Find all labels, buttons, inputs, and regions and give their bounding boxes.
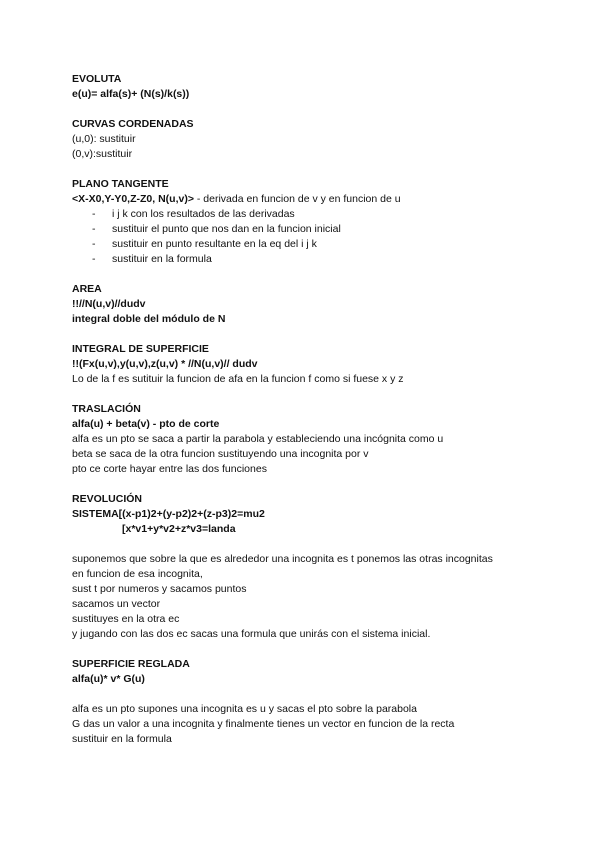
formula-note: integral doble del módulo de N [72,313,226,325]
text-line: en funcion de esa incognita, [72,568,203,580]
text-line: pto ce corte hayar entre las dos funciones [72,463,267,475]
list-item: - sustituir en la formula [92,253,212,265]
text-line: beta se saca de la otra funcion sustituyendo una incognita por v [72,448,369,460]
formula: SISTEMA[(x-p1)2+(y-p2)2+(z-p3)2=mu2 [72,508,265,520]
formula: !!//N(u,v)//dudv [72,298,146,310]
section-title: SUPERFICIE REGLADA [72,658,190,670]
text-line: suponemos que sobre la que es alrededor una incognita es t ponemos las otras incognitas [72,553,493,565]
formula: alfa(u)* v* G(u) [72,673,145,685]
section-title: PLANO TANGENTE [72,178,169,190]
section-traslacion [72,402,542,477]
section-title: INTEGRAL DE SUPERFICIE [72,343,209,355]
text-line: sustituyes en la otra ec [72,613,180,625]
text-line: (u,0): sustituir [72,133,136,145]
section-superficie-reglada [72,657,542,747]
list-item-text: sustituir en la formula [112,253,212,265]
text-line: alfa es un pto se saca a partir la parabola y estableciendo una incógnita como u [72,433,444,445]
text-line: y jugando con las dos ec sacas una formula que unirás con el sistema inicial. [72,628,431,640]
formula-line [72,192,542,207]
formula: e(u)= alfa(s)+ (N(s)/k(s)) [72,88,190,100]
text-line: alfa es un pto supones una incognita es u y sacas el pto sobre la parabola [72,703,417,715]
text-line: (0,v):sustituir [72,148,133,160]
list-item-text: sustituir en punto resultante en la eq del i j k [112,238,317,250]
formula: [x*v1+y*v2+z*v3=landa [122,523,236,535]
section-title: REVOLUCIÓN [72,493,143,505]
list-item-text: i j k con los resultados de las derivadas [112,208,295,220]
formula: alfa(u) + beta(v) - pto de corte [72,418,220,430]
section-evoluta [72,72,542,102]
document-page [72,72,542,747]
text-line: G das un valor a una incognita y finalmente tienes un vector en funcion de la recta [72,718,455,730]
section-title: CURVAS CORDENADAS [72,118,194,130]
section-area [72,282,542,327]
formula-note: - derivada en funcion de v y en funcion de u [193,193,401,205]
text-line: sust t por numeros y sacamos puntos [72,583,247,595]
bullet-list [72,207,542,267]
section-integral-superficie [72,342,542,387]
list-item: - sustituir en punto resultante en la eq del i j k [92,238,317,250]
section-title: TRASLACIÓN [72,403,141,415]
list-item-text: sustituir el punto que nos dan en la funcion inicial [112,223,341,235]
text-line: Lo de la f es sutituir la funcion de afa en la funcion f como si fuese x y z [72,373,404,385]
text-line: sacamos un vector [72,598,161,610]
section-curvas-cordenadas [72,117,542,162]
section-title: AREA [72,283,102,295]
formula: !!(Fx(u,v),y(u,v),z(u,v) * //N(u,v)// dudv [72,358,258,370]
list-item: - i j k con los resultados de las derivadas [92,208,295,220]
section-title: EVOLUTA [72,73,122,85]
list-item: - sustituir el punto que nos dan en la funcion inicial [92,223,341,235]
section-revolucion [72,492,542,642]
section-plano-tangente [72,177,542,267]
text-line: sustituir en la formula [72,733,172,745]
formula: <X-X0,Y-Y0,Z-Z0, N(u,v)> [72,193,194,205]
